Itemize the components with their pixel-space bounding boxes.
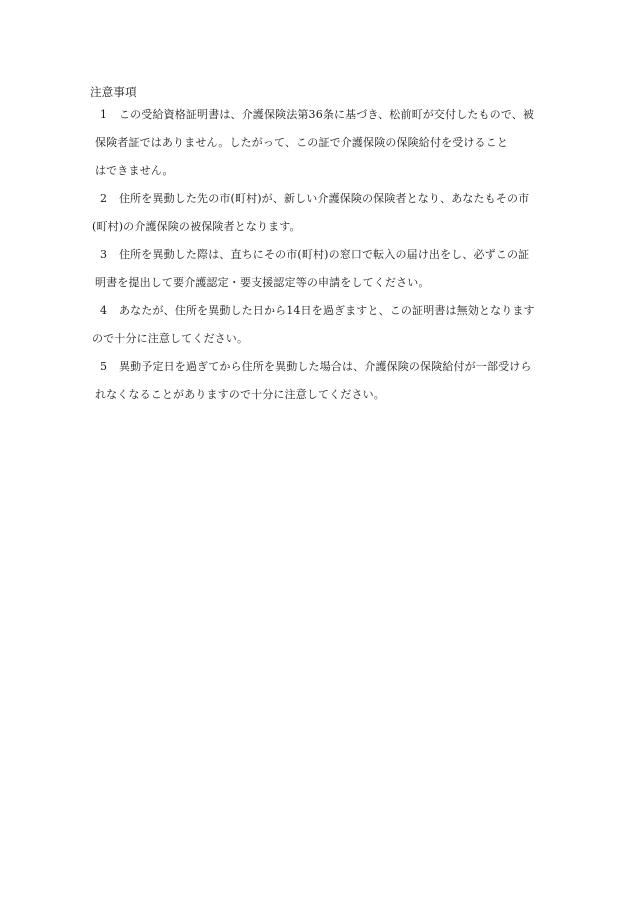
notes-heading: 注意事項 xyxy=(90,85,137,99)
note-number: 2 xyxy=(100,192,107,205)
note-line: はできません。 xyxy=(95,164,174,177)
note-line: 異動予定日を過ぎてから住所を異動した場合は、介護保険の保険給付が一部受けら xyxy=(119,360,532,373)
note-number: 1 xyxy=(100,108,107,121)
note-number: 5 xyxy=(100,360,107,373)
note-line: 住所を異動した際は、直ちにその市(町村)の窓口で転入の届け出をし、必ずこの証 xyxy=(119,248,530,261)
note-number: 4 xyxy=(100,304,107,317)
note-line: (町村)の介護保険の被保険者となります。 xyxy=(92,220,301,233)
note-line: この受給資格証明書は、介護保険法第36条に基づき、松前町が交付したもので、被 xyxy=(119,108,535,121)
note-number: 3 xyxy=(100,248,107,261)
note-line: あなたが、住所を異動した日から14日を過ぎますと、この証明書は無効となります xyxy=(119,304,535,317)
note-line: 明書を提出して要介護認定・要支援認定等の申請をしてください。 xyxy=(95,276,430,289)
note-line: 保険者証ではありません。したがって、この証で介護保険の保険給付を受けること xyxy=(95,136,508,149)
note-line: れなくなることがありますので十分に注意してください。 xyxy=(95,388,385,401)
note-line: 住所を異動した先の市(町村)が、新しい介護保険の保険者となり、あなたもその市 xyxy=(119,192,530,205)
note-line: ので十分に注意してください。 xyxy=(92,332,249,345)
